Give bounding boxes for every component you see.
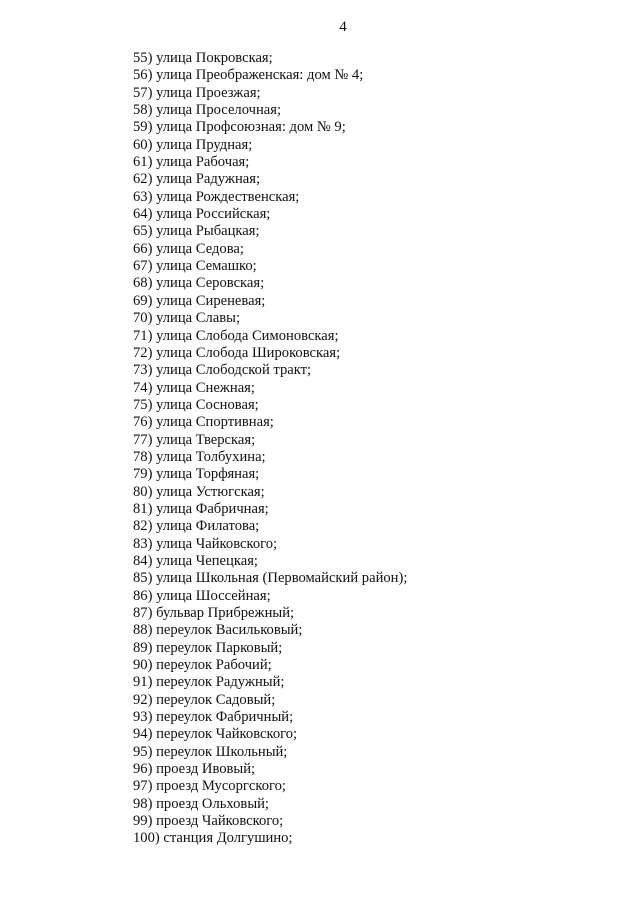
list-item: 76) улица Спортивная; bbox=[133, 414, 274, 431]
list-item: 78) улица Толбухина; bbox=[133, 448, 266, 465]
list-item: 68) улица Серовская; bbox=[133, 275, 265, 292]
list-item: 67) улица Семашко; bbox=[133, 258, 257, 275]
street-list bbox=[133, 50, 407, 848]
list-item: 90) переулок Рабочий; bbox=[133, 657, 272, 674]
list-item: 57) улица Проезжая; bbox=[133, 84, 261, 101]
list-item: 75) улица Сосновая; bbox=[133, 396, 259, 413]
list-item: 72) улица Слобода Широковская; bbox=[133, 344, 341, 361]
list-item: 74) улица Снежная; bbox=[133, 379, 255, 396]
list-item: 99) проезд Чайковского; bbox=[133, 813, 284, 830]
list-item: 82) улица Филатова; bbox=[133, 518, 260, 535]
list-item: 96) проезд Ивовый; bbox=[133, 761, 256, 778]
list-item: 71) улица Слобода Симоновская; bbox=[133, 327, 339, 344]
list-item: 97) проезд Мусоргского; bbox=[133, 778, 286, 795]
list-item: 85) улица Школьная (Первомайский район); bbox=[133, 570, 408, 587]
list-item: 65) улица Рыбацкая; bbox=[133, 223, 260, 240]
list-item: 94) переулок Чайковского; bbox=[133, 726, 298, 743]
list-item: 95) переулок Школьный; bbox=[133, 743, 288, 760]
list-item: 61) улица Рабочая; bbox=[133, 154, 250, 171]
list-item: 92) переулок Садовый; bbox=[133, 691, 276, 708]
list-item: 60) улица Прудная; bbox=[133, 136, 253, 153]
list-item: 64) улица Российская; bbox=[133, 206, 271, 223]
list-item: 89) переулок Парковый; bbox=[133, 639, 283, 656]
list-item: 100) станция Долгушино; bbox=[133, 830, 293, 847]
list-item: 63) улица Рождественская; bbox=[133, 188, 300, 205]
list-item: 73) улица Слободской тракт; bbox=[133, 362, 312, 379]
list-item: 56) улица Преображенская: дом № 4; bbox=[133, 67, 364, 84]
list-item: 93) переулок Фабричный; bbox=[133, 709, 294, 726]
list-item: 58) улица Проселочная; bbox=[133, 102, 282, 119]
list-item: 69) улица Сиреневая; bbox=[133, 292, 266, 309]
list-item: 86) улица Шоссейная; bbox=[133, 587, 271, 604]
page-number: 4 bbox=[339, 19, 347, 35]
list-item: 84) улица Чепецкая; bbox=[133, 552, 258, 569]
list-item: 59) улица Профсоюзная: дом № 9; bbox=[133, 119, 346, 136]
list-item: 80) улица Устюгская; bbox=[133, 483, 265, 500]
list-item: 79) улица Торфяная; bbox=[133, 466, 260, 483]
list-item: 70) улица Славы; bbox=[133, 310, 241, 327]
list-item: 55) улица Покровская; bbox=[133, 50, 273, 66]
list-item: 83) улица Чайковского; bbox=[133, 535, 278, 552]
list-item: 81) улица Фабричная; bbox=[133, 500, 269, 517]
list-item: 98) проезд Ольховый; bbox=[133, 795, 269, 812]
list-item: 87) бульвар Прибрежный; bbox=[133, 605, 295, 621]
list-item: 66) улица Седова; bbox=[133, 240, 244, 257]
list-item: 91) переулок Радужный; bbox=[133, 674, 285, 691]
list-item: 88) переулок Васильковый; bbox=[133, 622, 303, 639]
list-item: 77) улица Тверская; bbox=[133, 431, 256, 448]
list-item: 62) улица Радужная; bbox=[133, 171, 261, 188]
